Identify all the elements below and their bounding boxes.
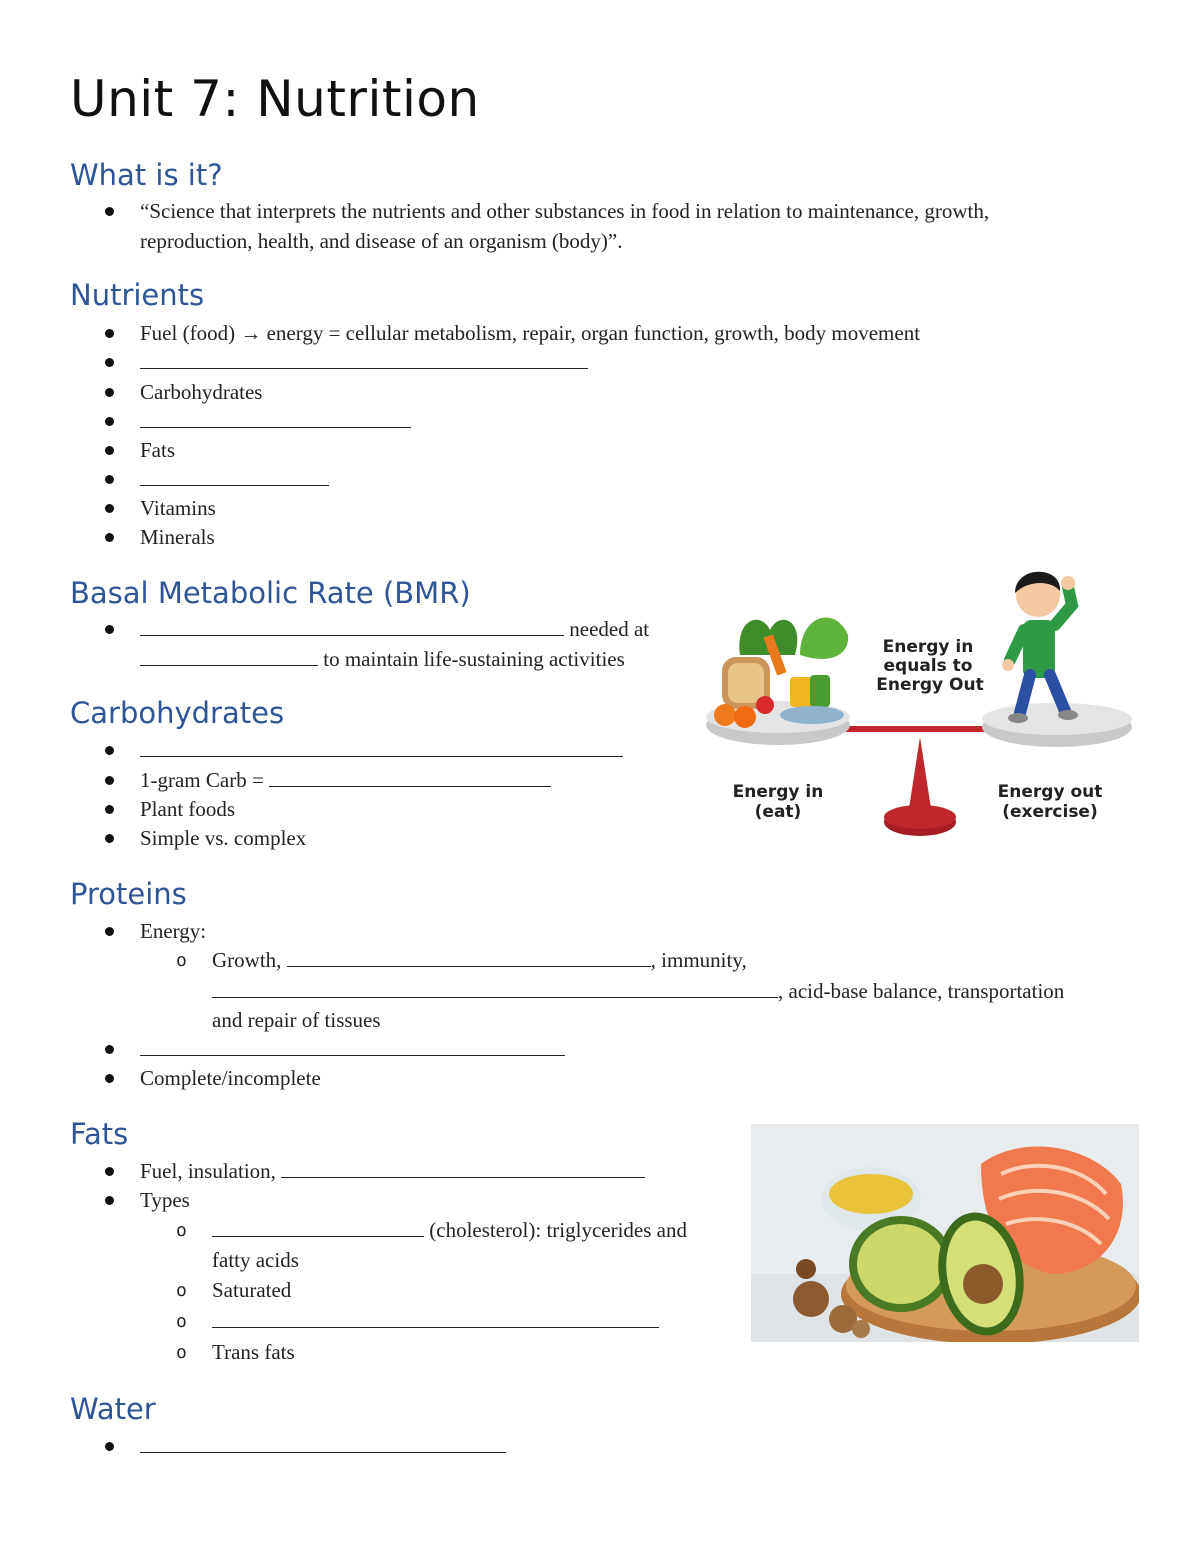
proteins-item-complete: Complete/incomplete xyxy=(140,1066,321,1090)
carbs-item-plant: Plant foods xyxy=(140,797,236,821)
bullet xyxy=(105,358,114,367)
fats-sub-cholesterol[interactable] xyxy=(212,1216,687,1245)
sub-bullet: o xyxy=(176,950,187,971)
carbs-item-gram[interactable] xyxy=(140,766,551,795)
fats-sub-saturated: Saturated xyxy=(212,1278,292,1302)
section-heading-bmr: Basal Metabolic Rate (BMR) xyxy=(70,576,471,610)
graphic-center-line-3: Energy Out xyxy=(876,675,984,695)
nutrients-item-fuel: Fuel (food) → energy = cellular metabolism, repair, organ function, growth, body movement xyxy=(140,321,921,345)
sub-bullet: o xyxy=(176,1311,187,1332)
bmr-line-1[interactable] xyxy=(140,615,649,644)
bmr-line-2[interactable] xyxy=(140,645,625,674)
sub-bullet: o xyxy=(176,1220,187,1241)
nutrients-item-minerals: Minerals xyxy=(140,525,215,549)
fats-sub-fatty-acids: fatty acids xyxy=(212,1248,299,1272)
graphic-left-line-1: Energy in xyxy=(732,782,824,802)
bullet xyxy=(105,1074,114,1083)
definition-line-2: reproduction, health, and disease of an organism (body)”. xyxy=(140,229,623,253)
bullet xyxy=(105,1442,114,1451)
bmr-text-maintain: to maintain life-sustaining activities xyxy=(323,647,625,671)
bullet xyxy=(105,533,114,542)
nutrients-blank-2[interactable] xyxy=(140,407,411,436)
proteins-sub-growth[interactable] xyxy=(212,946,747,975)
healthy-fats-photo xyxy=(751,1124,1139,1342)
bullet xyxy=(105,329,114,338)
bullet xyxy=(105,805,114,814)
cholesterol-label: (cholesterol): triglycerides and xyxy=(429,1218,687,1242)
proteins-blank[interactable] xyxy=(140,1035,565,1064)
water-blank[interactable] xyxy=(140,1432,506,1461)
immunity-label: , immunity, xyxy=(650,948,747,972)
bullet xyxy=(105,776,114,785)
section-heading-nutrients: Nutrients xyxy=(70,278,205,312)
bullet xyxy=(105,625,114,634)
sub-bullet: o xyxy=(176,1342,187,1363)
energy-balance-illustration xyxy=(700,565,1140,845)
graphic-left-line-2: (eat) xyxy=(754,802,802,822)
bullet xyxy=(105,1045,114,1054)
bullet xyxy=(105,504,114,513)
nutrients-item-fats: Fats xyxy=(140,438,176,462)
bmr-text-needed: needed at xyxy=(569,617,650,641)
acid-base-label: , acid-base balance, transportation xyxy=(778,979,1065,1003)
section-heading-what: What is it? xyxy=(70,158,223,192)
nutrients-item-vitamins: Vitamins xyxy=(140,496,216,520)
bullet xyxy=(105,388,114,397)
nutrients-item-carbohydrates: Carbohydrates xyxy=(140,380,263,404)
carbs-item-simple: Simple vs. complex xyxy=(140,826,307,850)
fats-item-fuel[interactable] xyxy=(140,1157,645,1186)
section-heading-fats: Fats xyxy=(70,1117,129,1151)
carbs-blank-1[interactable] xyxy=(140,736,623,765)
nutrients-blank-3[interactable] xyxy=(140,465,329,494)
nutrients-blank-1[interactable] xyxy=(140,348,588,377)
bullet xyxy=(105,1196,114,1205)
fats-item-types: Types xyxy=(140,1188,190,1212)
fats-sub-blank[interactable] xyxy=(212,1307,659,1336)
bullet xyxy=(105,417,114,426)
proteins-sub-repair: and repair of tissues xyxy=(212,1008,381,1032)
bullet xyxy=(105,207,114,216)
bullet xyxy=(105,746,114,755)
definition-line-1: “Science that interprets the nutrients and other substances in food in relation to maintenance, growth, xyxy=(140,199,990,223)
bullet xyxy=(105,834,114,843)
section-heading-proteins: Proteins xyxy=(70,877,187,911)
fuel-label: Fuel, insulation, xyxy=(140,1159,276,1183)
sub-bullet: o xyxy=(176,1280,187,1301)
bullet xyxy=(105,1167,114,1176)
bullet xyxy=(105,446,114,455)
carbs-gram-label: 1-gram Carb = xyxy=(140,768,264,792)
section-heading-carbohydrates: Carbohydrates xyxy=(70,696,285,730)
proteins-item-energy: Energy: xyxy=(140,919,207,943)
graphic-center-line-2: equals to xyxy=(883,656,973,676)
proteins-sub-acid[interactable] xyxy=(212,977,1064,1006)
section-heading-water: Water xyxy=(70,1392,156,1426)
graphic-right-line-2: (exercise) xyxy=(1002,802,1098,822)
fats-sub-trans: Trans fats xyxy=(212,1340,295,1364)
page-title: Unit 7: Nutrition xyxy=(70,70,480,128)
graphic-right-line-1: Energy out xyxy=(997,782,1103,802)
growth-label: Growth, xyxy=(212,948,282,972)
bullet xyxy=(105,475,114,484)
graphic-center-line-1: Energy in xyxy=(882,637,974,657)
bullet xyxy=(105,927,114,936)
